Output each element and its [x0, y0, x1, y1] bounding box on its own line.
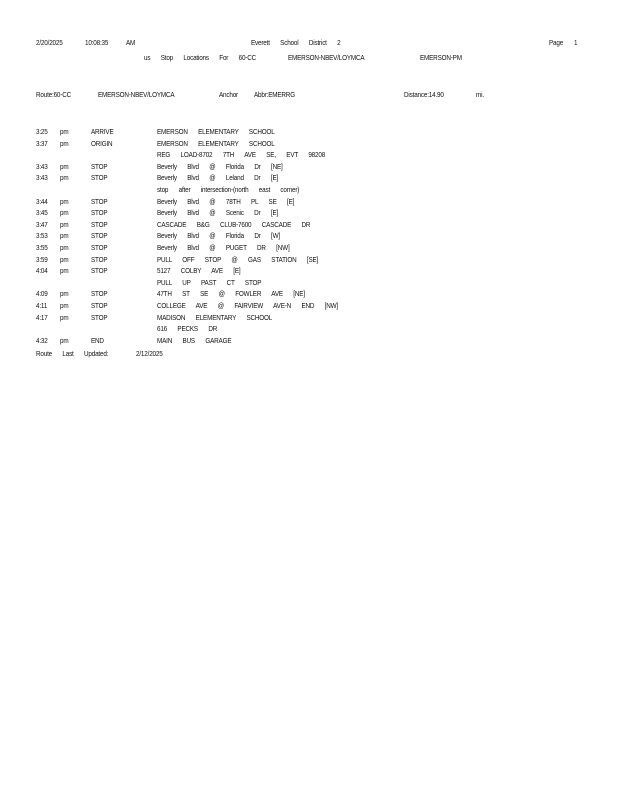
stop-time: 3:47 [36, 219, 48, 229]
stop-time: 4:32 [36, 335, 48, 345]
stop-type: STOP [91, 231, 108, 241]
stop-ampm: pm [60, 173, 69, 183]
stop-ampm: pm [60, 335, 69, 345]
stop-location: Beverly Blvd @ Florida Dr [W] [157, 231, 280, 241]
stop-location: 47TH ST SE @ FOWLER AVE [NE] [157, 289, 305, 299]
stop-ampm: pm [60, 289, 69, 299]
footer-label: Route Last Updated: [36, 349, 109, 359]
stop-type: STOP [91, 161, 108, 171]
stop-time: 3:37 [36, 138, 48, 148]
stop-time: 4:11 [36, 301, 48, 310]
stop-type: STOP [91, 301, 108, 310]
stop-ampm: pm [60, 243, 69, 252]
stop-location: PULL UP PAST CT STOP [157, 277, 262, 287]
stop-time: 3:55 [36, 243, 48, 252]
stop-ampm: pm [60, 254, 69, 264]
stop-type: STOP [91, 289, 108, 299]
page-number: 1 [574, 38, 578, 47]
stop-location: Beverly Blvd @ Florida Dr [NE] [157, 161, 283, 171]
distance-unit: mi. [476, 90, 484, 99]
stop-time: 3:25 [36, 127, 48, 136]
stop-type: STOP [91, 173, 108, 183]
stop-ampm: pm [60, 208, 69, 218]
stop-time: 3:59 [36, 254, 48, 264]
stop-time: 3:53 [36, 231, 48, 241]
report-time: 10:08:35 [85, 38, 109, 47]
anchor-abbr: Abbr:EMERRG [254, 90, 295, 99]
stop-location: Beverly Blvd @ Scenic Dr [E] [157, 208, 279, 218]
stop-location: Beverly Blvd @ 78TH PL SE [E] [157, 196, 295, 206]
stop-ampm: pm [60, 138, 69, 148]
stop-type: STOP [91, 312, 108, 322]
report-route-name: EMERSON-NBEV/LOYMCA [288, 53, 365, 62]
stop-ampm: pm [60, 266, 69, 276]
report-ampm: AM [126, 38, 136, 47]
report-session: EMERSON-PM [420, 53, 462, 62]
report-date: 2/20/2025 [36, 38, 63, 47]
stop-type: STOP [91, 254, 108, 264]
stop-ampm: pm [60, 312, 69, 322]
stop-location: EMERSON ELEMENTARY SCHOOL [157, 138, 275, 148]
org-line: Everett School District 2 [251, 38, 341, 47]
stop-time: 3:45 [36, 208, 48, 218]
stop-ampm: pm [60, 161, 69, 171]
stop-location: COLLEGE AVE @ FAIRVIEW AVE-N END [NW] [157, 301, 339, 310]
stop-location: MADISON ELEMENTARY SCHOOL [157, 312, 273, 322]
stop-ampm: pm [60, 301, 69, 310]
stop-type: STOP [91, 243, 108, 252]
stop-type: STOP [91, 208, 108, 218]
stop-location: REG LOAD-8702 7TH AVE SE, EVT 98208 [157, 150, 326, 160]
stop-ampm: pm [60, 219, 69, 229]
stop-location: Beverly Blvd @ PUGET DR [NW] [157, 243, 290, 252]
stop-location: stop after intersection-(north east corner) [157, 185, 300, 194]
stop-time: 4:17 [36, 312, 48, 322]
stop-type: STOP [91, 196, 108, 206]
stop-location: PULL OFF STOP @ GAS STATION [SE] [157, 254, 319, 264]
stop-time: 4:04 [36, 266, 48, 276]
stop-time: 3:43 [36, 173, 48, 183]
route-distance: Distance:14.90 [404, 90, 444, 99]
stop-location: 616 PECKS DR [157, 324, 218, 334]
route-code: Route:60-CC [36, 90, 71, 99]
stop-type: STOP [91, 266, 108, 276]
page-label: Page [549, 38, 564, 47]
stop-type: STOP [91, 219, 108, 229]
stop-time: 4:09 [36, 289, 48, 299]
stop-location: 5127 COLBY AVE [E] [157, 266, 241, 276]
stop-type: ORIGIN [91, 138, 113, 148]
route-name: EMERSON-NBEV/LOYMCA [98, 90, 175, 99]
report-subtitle: us Stop Locations For 60-CC [144, 53, 257, 62]
stop-location: CASCADE B&G CLUB-7600 CASCADE DR [157, 219, 311, 229]
stop-type: ARRIVE [91, 127, 114, 136]
footer-date: 2/12/2025 [136, 349, 163, 359]
anchor-label: Anchor [219, 90, 238, 99]
stop-location: EMERSON ELEMENTARY SCHOOL [157, 127, 275, 136]
stop-time: 3:44 [36, 196, 48, 206]
stop-ampm: pm [60, 196, 69, 206]
stop-type: END [91, 335, 104, 345]
stop-ampm: pm [60, 231, 69, 241]
stop-ampm: pm [60, 127, 69, 136]
stop-location: MAIN BUS GARAGE [157, 335, 232, 345]
stop-location: Beverly Blvd @ Leland Dr [E] [157, 173, 279, 183]
stop-time: 3:43 [36, 161, 48, 171]
